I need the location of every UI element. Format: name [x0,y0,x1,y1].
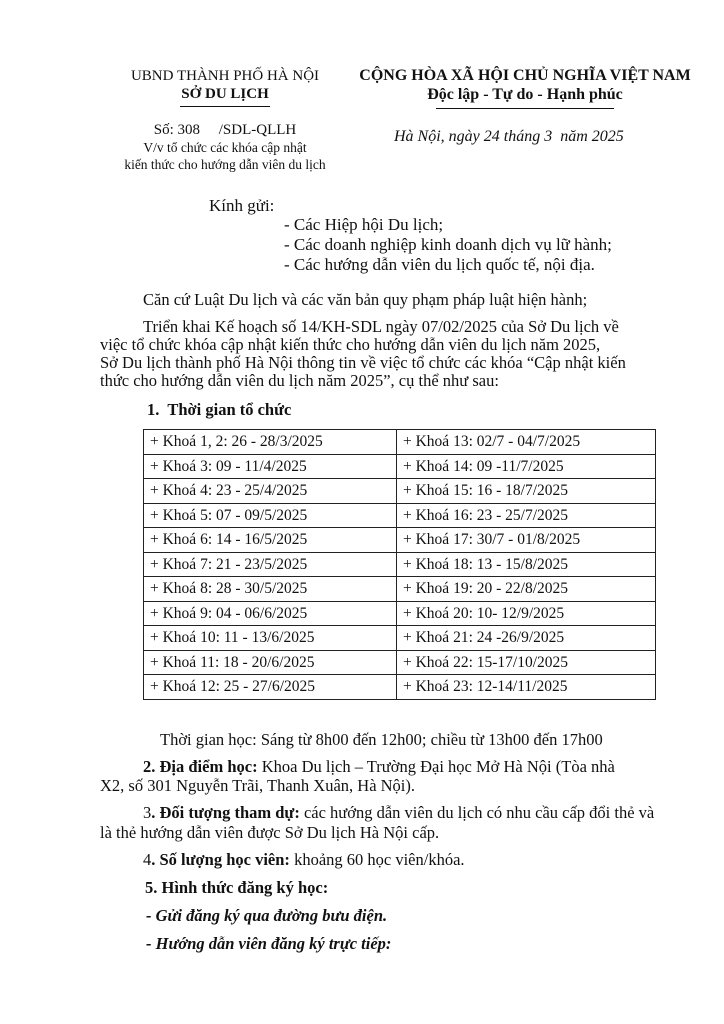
plan-paragraph-line-3: Sở Du lịch thành phố Hà Nội thông tin về việc tổ chức các khóa “Cập nhật kiến [100,353,626,372]
schedule-cell-right: + Khoá 16: 23 - 25/7/2025 [397,503,656,528]
plan-paragraph-line-1: Triển khai Kế hoạch số 14/KH-SDL ngày 07/02/2025 của Sở Du lịch về [143,317,619,336]
schedule-cell-left: + Khoá 9: 04 - 06/6/2025 [144,601,397,626]
motto-underline [436,108,614,109]
schedule-row [144,430,656,455]
schedule-cell-right: + Khoá 22: 15-17/10/2025 [397,650,656,675]
schedule-cell-left: + Khoá 10: 11 - 13/6/2025 [144,626,397,651]
section-3-line-1 [143,802,654,823]
plan-paragraph-line-2: việc tổ chức khóa cập nhật kiến thức cho hướng dẫn viên du lịch năm 2025, [100,335,601,354]
section-3-text-2: là thẻ hướng dẫn viên được Sở Du lịch Hà Nội cấp. [100,823,440,842]
schedule-cell-left: + Khoá 11: 18 - 20/6/2025 [144,650,397,675]
registration-by-post: - Gửi đăng ký qua đường bưu điện. [146,906,388,925]
schedule-row [144,626,656,651]
schedule-cell-left: + Khoá 8: 28 - 30/5/2025 [144,577,397,602]
schedule-cell-right: + Khoá 20: 10- 12/9/2025 [397,601,656,626]
schedule-row [144,650,656,675]
schedule-cell-left: + Khoá 4: 23 - 25/4/2025 [144,479,397,504]
section-5-title: 5. Hình thức đăng ký học: [145,878,329,897]
section-2-label: 2. Địa điểm học: [143,757,258,776]
section-3-number: 3 [143,803,152,822]
schedule-cell-left: + Khoá 12: 25 - 27/6/2025 [144,675,397,700]
schedule-cell-right: + Khoá 14: 09 -11/7/2025 [397,454,656,479]
schedule-cell-right: + Khoá 13: 02/7 - 04/7/2025 [397,430,656,455]
schedule-row [144,503,656,528]
schedule-row [144,454,656,479]
schedule-cell-left: + Khoá 6: 14 - 16/5/2025 [144,528,397,553]
section-2-line-1 [143,756,615,777]
schedule-cell-right: + Khoá 15: 16 - 18/7/2025 [397,479,656,504]
schedule-table [143,429,656,700]
schedule-row [144,552,656,577]
recipients-label: Kính gửi: [209,196,275,215]
recipient-item-1: - Các Hiệp hội Du lịch; [284,215,444,234]
section-3-label: . Đối tượng tham dự: [151,803,300,822]
legal-basis-paragraph: Căn cứ Luật Du lịch và các văn bản quy phạm pháp luật hiện hành; [143,290,588,309]
section-1-title: 1. Thời gian tổ chức [147,400,292,419]
department-underline [180,106,270,107]
section-2-text-1: Khoa Du lịch – Trường Đại học Mở Hà Nội (Tòa nhà [257,757,615,776]
registration-in-person: - Hướng dẫn viên đăng ký trực tiếp: [146,934,392,953]
section-4-text: khoảng 60 học viên/khóa. [289,850,465,869]
recipient-item-2: - Các doanh nghiệp kinh doanh dịch vụ lữ hành; [284,235,612,254]
section-3-text-1: các hướng dẫn viên du lịch có nhu cầu cấp đổi thẻ và [299,803,655,822]
section-4-number: 4 [143,850,152,869]
section-4-label: . Số lượng học viên: [151,850,290,869]
department-name: SỞ DU LỊCH [181,86,269,102]
schedule-row [144,601,656,626]
plan-paragraph-line-4: thức cho hướng dẫn viên du lịch năm 2025”, cụ thể như sau: [100,371,499,390]
org-name: UBND THÀNH PHỐ HÀ NỘI [130,68,320,84]
country-name: CỘNG HÒA XÃ HỘI CHỦ NGHĨA VIỆT NAM [359,67,691,84]
study-time: Thời gian học: Sáng từ 8h00 đến 12h00; chiều từ 13h00 đến 17h00 [160,730,603,749]
schedule-row [144,528,656,553]
schedule-cell-left: + Khoá 1, 2: 26 - 28/3/2025 [144,430,397,455]
schedule-row [144,675,656,700]
schedule-cell-right: + Khoá 21: 24 -26/9/2025 [397,626,656,651]
national-motto: Độc lập - Tự do - Hạnh phúc [427,86,623,103]
section-2-text-2: X2, số 301 Nguyễn Trãi, Thanh Xuân, Hà Nội). [100,776,416,795]
schedule-row [144,479,656,504]
schedule-cell-right: + Khoá 23: 12-14/11/2025 [397,675,656,700]
subject-line-1: V/v tổ chức các khóa cập nhật [143,140,307,155]
schedule-cell-right: + Khoá 18: 13 - 15/8/2025 [397,552,656,577]
schedule-cell-left: + Khoá 5: 07 - 09/5/2025 [144,503,397,528]
recipient-item-3: - Các hướng dẫn viên du lịch quốc tế, nội địa. [284,255,595,274]
document-number: Số: 308 /SDL-QLLH [153,122,297,138]
section-4-line [143,849,465,870]
schedule-cell-left: + Khoá 3: 09 - 11/4/2025 [144,454,397,479]
subject-line-2: kiến thức cho hướng dẫn viên du lịch [124,157,326,172]
schedule-cell-left: + Khoá 7: 21 - 23/5/2025 [144,552,397,577]
issue-date: Hà Nội, ngày 24 tháng 3 năm 2025 [394,128,624,145]
schedule-cell-right: + Khoá 17: 30/7 - 01/8/2025 [397,528,656,553]
schedule-cell-right: + Khoá 19: 20 - 22/8/2025 [397,577,656,602]
schedule-row [144,577,656,602]
